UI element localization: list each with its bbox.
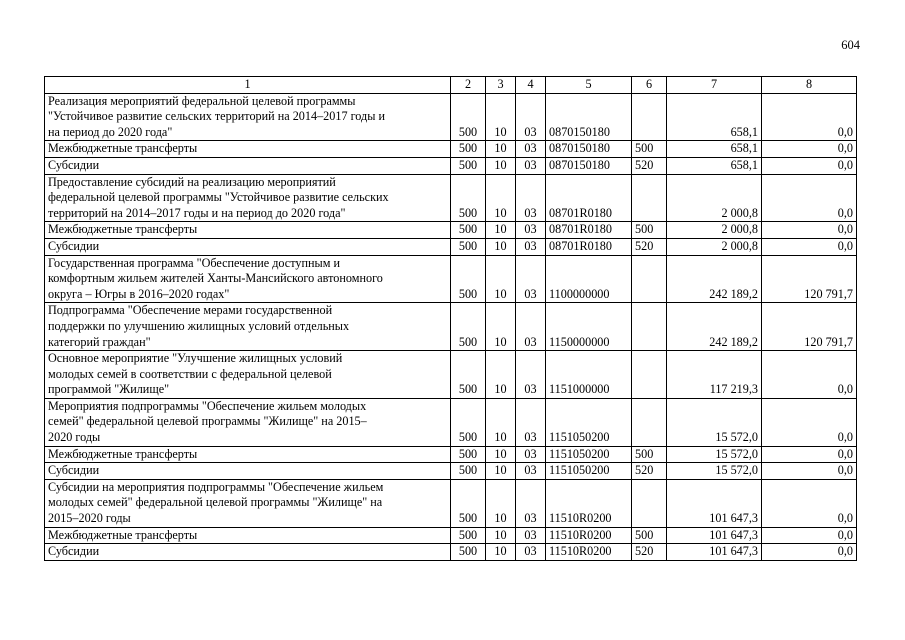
column-header: 6	[632, 77, 667, 94]
amount-cell: 0,0	[762, 544, 857, 561]
column-header: 5	[546, 77, 632, 94]
table-row	[45, 238, 857, 255]
expense-type-cell: 520	[632, 544, 667, 561]
code-cell: 500	[451, 398, 486, 446]
row-title-cell: Субсидии	[45, 238, 451, 255]
amount-cell: 0,0	[762, 238, 857, 255]
code-cell: 500	[451, 255, 486, 303]
amount-cell: 0,0	[762, 93, 857, 141]
amount-cell: 0,0	[762, 174, 857, 222]
target-article-cell: 0870150180	[546, 141, 632, 158]
target-article-cell: 08701R0180	[546, 222, 632, 239]
row-title-cell: Межбюджетные трансферты	[45, 527, 451, 544]
subsection-cell: 03	[516, 527, 546, 544]
section-cell: 10	[486, 527, 516, 544]
row-title-cell: Подпрограмма "Обеспечение мерами государственной поддержки по улучшению жилищных условий отдельных категорий граждан"	[45, 303, 451, 351]
row-title-cell: Субсидии	[45, 463, 451, 480]
target-article-cell: 11510R0200	[546, 544, 632, 561]
column-header: 7	[667, 77, 762, 94]
subsection-cell: 03	[516, 222, 546, 239]
target-article-cell: 08701R0180	[546, 174, 632, 222]
subsection-cell: 03	[516, 479, 546, 527]
row-title-cell: Межбюджетные трансферты	[45, 222, 451, 239]
row-title-cell: Реализация мероприятий федеральной целевой программы "Устойчивое развитие сельских территорий на 2014–2017 годы и на период до 2020 года"	[45, 93, 451, 141]
amount-cell: 120 791,7	[762, 303, 857, 351]
expense-type-cell	[632, 93, 667, 141]
amount-cell: 15 572,0	[667, 446, 762, 463]
amount-cell: 242 189,2	[667, 303, 762, 351]
budget-table	[44, 76, 857, 561]
subsection-cell: 03	[516, 255, 546, 303]
target-article-cell: 1151000000	[546, 351, 632, 399]
code-cell: 500	[451, 303, 486, 351]
code-cell: 500	[451, 527, 486, 544]
section-cell: 10	[486, 222, 516, 239]
table-row	[45, 544, 857, 561]
expense-type-cell: 500	[632, 446, 667, 463]
table-row	[45, 141, 857, 158]
target-article-cell: 11510R0200	[546, 479, 632, 527]
target-article-cell: 1151050200	[546, 398, 632, 446]
expense-type-cell	[632, 174, 667, 222]
expense-type-cell: 500	[632, 222, 667, 239]
target-article-cell: 08701R0180	[546, 238, 632, 255]
code-cell: 500	[451, 238, 486, 255]
table-row	[45, 527, 857, 544]
target-article-cell: 1151050200	[546, 463, 632, 480]
subsection-cell: 03	[516, 446, 546, 463]
expense-type-cell	[632, 479, 667, 527]
row-title-cell: Межбюджетные трансферты	[45, 446, 451, 463]
code-cell: 500	[451, 446, 486, 463]
column-header: 4	[516, 77, 546, 94]
section-cell: 10	[486, 93, 516, 141]
row-title-cell: Межбюджетные трансферты	[45, 141, 451, 158]
table-row	[45, 446, 857, 463]
target-article-cell: 1151050200	[546, 446, 632, 463]
subsection-cell: 03	[516, 238, 546, 255]
amount-cell: 0,0	[762, 463, 857, 480]
code-cell: 500	[451, 544, 486, 561]
column-header: 1	[45, 77, 451, 94]
amount-cell: 120 791,7	[762, 255, 857, 303]
subsection-cell: 03	[516, 351, 546, 399]
expense-type-cell: 520	[632, 463, 667, 480]
table-row	[45, 463, 857, 480]
table-row	[45, 93, 857, 141]
section-cell: 10	[486, 351, 516, 399]
column-header: 3	[486, 77, 516, 94]
subsection-cell: 03	[516, 174, 546, 222]
section-cell: 10	[486, 463, 516, 480]
expense-type-cell: 500	[632, 141, 667, 158]
row-title-cell: Государственная программа "Обеспечение доступным и комфортным жильем жителей Ханты-Мансийского автономного округа – Югры в 2016–2020 годах"	[45, 255, 451, 303]
amount-cell: 0,0	[762, 141, 857, 158]
amount-cell: 2 000,8	[667, 238, 762, 255]
table-row	[45, 398, 857, 446]
amount-cell: 2 000,8	[667, 222, 762, 239]
amount-cell: 0,0	[762, 479, 857, 527]
amount-cell: 0,0	[762, 398, 857, 446]
amount-cell: 0,0	[762, 222, 857, 239]
expense-type-cell	[632, 398, 667, 446]
expense-type-cell	[632, 351, 667, 399]
section-cell: 10	[486, 446, 516, 463]
expense-type-cell: 520	[632, 238, 667, 255]
section-cell: 10	[486, 238, 516, 255]
target-article-cell: 0870150180	[546, 157, 632, 174]
table-row	[45, 174, 857, 222]
section-cell: 10	[486, 544, 516, 561]
table-row	[45, 255, 857, 303]
amount-cell: 15 572,0	[667, 463, 762, 480]
row-title-cell: Мероприятия подпрограммы "Обеспечение жильем молодых семей" федеральной целевой программы "Жилище" на 2015– 2020 годы	[45, 398, 451, 446]
amount-cell: 658,1	[667, 93, 762, 141]
column-header: 8	[762, 77, 857, 94]
section-cell: 10	[486, 141, 516, 158]
section-cell: 10	[486, 255, 516, 303]
subsection-cell: 03	[516, 463, 546, 480]
target-article-cell: 0870150180	[546, 93, 632, 141]
amount-cell: 658,1	[667, 157, 762, 174]
table-row	[45, 157, 857, 174]
table-row	[45, 479, 857, 527]
expense-type-cell: 500	[632, 527, 667, 544]
section-cell: 10	[486, 174, 516, 222]
target-article-cell: 11510R0200	[546, 527, 632, 544]
amount-cell: 2 000,8	[667, 174, 762, 222]
subsection-cell: 03	[516, 141, 546, 158]
target-article-cell: 1150000000	[546, 303, 632, 351]
subsection-cell: 03	[516, 398, 546, 446]
column-header: 2	[451, 77, 486, 94]
section-cell: 10	[486, 398, 516, 446]
code-cell: 500	[451, 174, 486, 222]
amount-cell: 117 219,3	[667, 351, 762, 399]
code-cell: 500	[451, 222, 486, 239]
amount-cell: 101 647,3	[667, 527, 762, 544]
amount-cell: 658,1	[667, 141, 762, 158]
subsection-cell: 03	[516, 544, 546, 561]
code-cell: 500	[451, 157, 486, 174]
expense-type-cell	[632, 255, 667, 303]
amount-cell: 15 572,0	[667, 398, 762, 446]
amount-cell: 0,0	[762, 157, 857, 174]
amount-cell: 242 189,2	[667, 255, 762, 303]
amount-cell: 0,0	[762, 527, 857, 544]
page-number: 604	[841, 38, 860, 52]
section-cell: 10	[486, 157, 516, 174]
subsection-cell: 03	[516, 303, 546, 351]
expense-type-cell	[632, 303, 667, 351]
row-title-cell: Субсидии	[45, 544, 451, 561]
row-title-cell: Предоставление субсидий на реализацию мероприятий федеральной целевой программы "Устойчивое развитие сельских территорий на 2014–2017 годы и на период до 2020 года"	[45, 174, 451, 222]
table-header-row	[45, 77, 857, 94]
expense-type-cell: 520	[632, 157, 667, 174]
target-article-cell: 1100000000	[546, 255, 632, 303]
row-title-cell: Субсидии	[45, 157, 451, 174]
code-cell: 500	[451, 463, 486, 480]
code-cell: 500	[451, 141, 486, 158]
section-cell: 10	[486, 303, 516, 351]
subsection-cell: 03	[516, 93, 546, 141]
table-row	[45, 222, 857, 239]
section-cell: 10	[486, 479, 516, 527]
code-cell: 500	[451, 93, 486, 141]
table-row	[45, 303, 857, 351]
subsection-cell: 03	[516, 157, 546, 174]
row-title-cell: Основное мероприятие "Улучшение жилищных условий молодых семей в соответствии с федеральной целевой программой "Жилище"	[45, 351, 451, 399]
code-cell: 500	[451, 479, 486, 527]
amount-cell: 101 647,3	[667, 544, 762, 561]
amount-cell: 101 647,3	[667, 479, 762, 527]
code-cell: 500	[451, 351, 486, 399]
table-row	[45, 351, 857, 399]
amount-cell: 0,0	[762, 446, 857, 463]
row-title-cell: Субсидии на мероприятия подпрограммы "Обеспечение жильем молодых семей" федеральной целевой программы "Жилище" на 2015–2020 годы	[45, 479, 451, 527]
amount-cell: 0,0	[762, 351, 857, 399]
